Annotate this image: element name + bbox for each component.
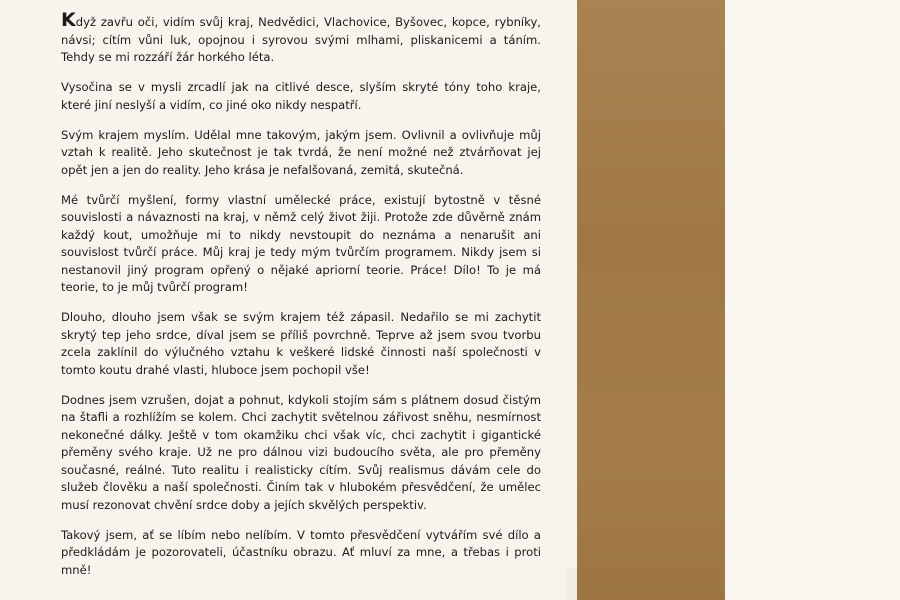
paragraph-2: Vysočina se v mysli zrcadlí jak na citlivé desce, slyším skryté tóny toho kraje, které jiní neslyší a vidím, co jiné oko nikdy nespatří. — [61, 80, 541, 112]
paragraph-6: Dodnes jsem vzrušen, dojat a pohnut, kdykoli stojím sám s plátnem dosud čistým na štafli a rozhlížím se kolem. Chci zachytit světelnou zářivost sněhu, nesmírnost nekonečné dálky. Ještě v tom okamžiku chci však víc, chci zachytit i gigantické přeměny svého kraje. Už ne pro dálnou vizi budoucího světa, ale pro přeměny současné, reálné. Tuto realitu i realisticky cítím. Svůj realismus dávám cele do služeb člověku a naší společnosti. Činím tak v hlubokém přesvědčení, že umělec musí rezonovat chvění srdce doby a jejích skvělých perspektiv. — [61, 392, 541, 512]
text-column — [61, 9, 541, 592]
paragraph-4: Mé tvůrčí myšlení, formy vlastní umělecké práce, existují bytostně v těsné souvislosti a návaznosti na kraj, v němž celý život žiji. Protože zde důvěrně znám každý kout, umožňuje mi to nikdy nevstoupit do neznáma a nenarušit ani souvislost tvůrčí práce. Můj kraj je tedy mým tvůrčím programem. Nikdy jsem si nestanovil jiný program opřený o nějaké apriorní teorie. Práce! Dílo! To je má teorie, to je můj tvůrčí program! — [61, 192, 541, 294]
paragraph-1-text: dyž zavřu oči, vidím svůj kraj, Nedvědici, Vlachovice, Byšovec, kopce, rybníky, návsi; cítím vůni luk, opojnou i syrovou svými mlhami, pliskanicemi a táním. Tehdy se mi rozzáří žár horkého léta. — [61, 15, 541, 64]
drop-cap: K — [61, 9, 76, 31]
right-margin — [725, 0, 900, 600]
ochre-stripe — [577, 0, 725, 600]
paragraph-3: Svým krajem myslím. Udělal mne takovým, jakým jsem. Ovlivnil a ovlivňuje můj vztah k realitě. Jeho skutečnost je tak tvrdá, že není možné než ztvárňovat jej opět jen a jen do reality. Jeho krása je nefalšovaná, zemitá, skutečná. — [61, 127, 541, 177]
paragraph-7: Takový jsem, ať se líbím nebo nelíbím. V tomto přesvědčení vytvářím své dílo a předkládám je pozorovateli, účastníku obrazu. Ať mluví za mne, a třebas i proti mně! — [61, 527, 541, 577]
paragraph-1 — [61, 9, 541, 67]
paragraph-5: Dlouho, dlouho jsem však se svým krajem též zápasil. Nedařilo se mi zachytit skrytý tep jeho srdce, díval jsem se příliš povrchně. Teprve až jsem svou tvorbu zcela zaklínil do výlučného vztahu k veškeré lidské činnosti naší společnosti v tomto koutu drahé vlasti, hluboce jsem pochopil vše! — [61, 310, 541, 377]
